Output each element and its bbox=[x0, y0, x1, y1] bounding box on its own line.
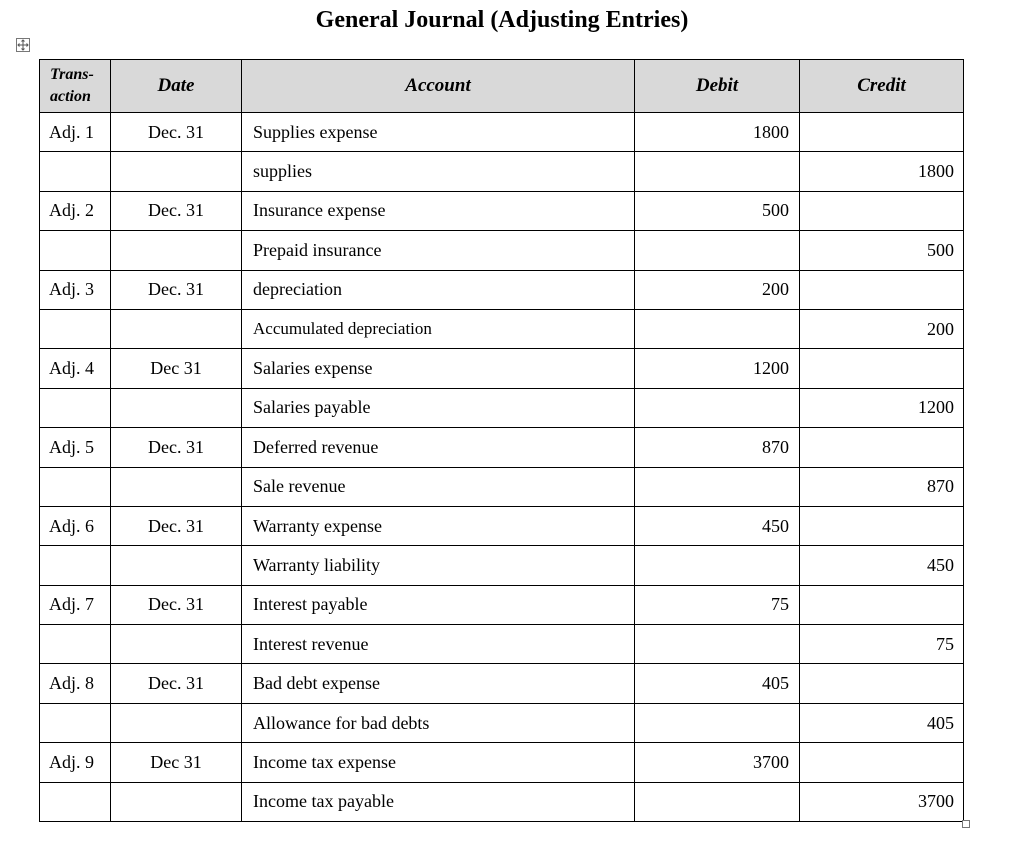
cell-date: Dec. 31 bbox=[111, 113, 242, 152]
cell-account: depreciation bbox=[242, 270, 635, 309]
cell-transaction bbox=[40, 546, 111, 585]
cell-account: Bad debt expense bbox=[242, 664, 635, 703]
cell-date: Dec 31 bbox=[111, 743, 242, 782]
cell-transaction: Adj. 6 bbox=[40, 506, 111, 545]
cell-date: Dec. 31 bbox=[111, 270, 242, 309]
cell-credit bbox=[800, 743, 964, 782]
cell-account: Warranty expense bbox=[242, 506, 635, 545]
cell-date bbox=[111, 467, 242, 506]
header-row bbox=[40, 60, 964, 113]
cell-date bbox=[111, 309, 242, 348]
page-title: General Journal (Adjusting Entries) bbox=[315, 7, 689, 33]
cell-account: Interest revenue bbox=[242, 625, 635, 664]
cell-credit bbox=[800, 113, 964, 152]
table-row bbox=[40, 309, 964, 348]
cell-debit bbox=[635, 625, 800, 664]
table-row bbox=[40, 349, 964, 388]
table-row bbox=[40, 388, 964, 427]
cell-debit: 405 bbox=[635, 664, 800, 703]
cell-transaction bbox=[40, 231, 111, 270]
cell-credit: 3700 bbox=[800, 782, 964, 821]
col-header-credit: Credit bbox=[800, 60, 964, 113]
cell-account: supplies bbox=[242, 152, 635, 191]
journal-table bbox=[39, 59, 964, 822]
cell-credit bbox=[800, 191, 964, 230]
table-row bbox=[40, 546, 964, 585]
cell-transaction: Adj. 9 bbox=[40, 743, 111, 782]
cell-account: Warranty liability bbox=[242, 546, 635, 585]
cell-account: Accumulated depreciation bbox=[242, 309, 635, 348]
col-header-transaction-line2: action bbox=[50, 88, 91, 105]
col-header-date: Date bbox=[111, 60, 242, 113]
cell-credit: 450 bbox=[800, 546, 964, 585]
cell-debit bbox=[635, 152, 800, 191]
table-move-handle-icon[interactable] bbox=[16, 38, 30, 52]
cell-account: Supplies expense bbox=[242, 113, 635, 152]
table-row bbox=[40, 270, 964, 309]
cell-debit: 1800 bbox=[635, 113, 800, 152]
cell-debit bbox=[635, 388, 800, 427]
cell-debit bbox=[635, 231, 800, 270]
cell-credit: 200 bbox=[800, 309, 964, 348]
cell-account: Income tax payable bbox=[242, 782, 635, 821]
cell-debit: 1200 bbox=[635, 349, 800, 388]
cell-transaction: Adj. 4 bbox=[40, 349, 111, 388]
cell-date bbox=[111, 231, 242, 270]
cell-debit: 500 bbox=[635, 191, 800, 230]
cell-account: Allowance for bad debts bbox=[242, 703, 635, 742]
cell-transaction bbox=[40, 703, 111, 742]
col-header-debit: Debit bbox=[635, 60, 800, 113]
cell-date: Dec. 31 bbox=[111, 428, 242, 467]
cell-account: Salaries payable bbox=[242, 388, 635, 427]
cell-credit bbox=[800, 428, 964, 467]
cell-account: Income tax expense bbox=[242, 743, 635, 782]
table-row bbox=[40, 506, 964, 545]
cell-transaction: Adj. 1 bbox=[40, 113, 111, 152]
cell-credit bbox=[800, 270, 964, 309]
table-row bbox=[40, 428, 964, 467]
cell-transaction bbox=[40, 625, 111, 664]
cell-debit bbox=[635, 546, 800, 585]
table-row bbox=[40, 782, 964, 821]
cell-transaction: Adj. 7 bbox=[40, 585, 111, 624]
cell-debit bbox=[635, 703, 800, 742]
cell-transaction bbox=[40, 467, 111, 506]
col-header-transaction-line1: Trans- bbox=[50, 66, 94, 83]
table-row bbox=[40, 467, 964, 506]
cell-account: Insurance expense bbox=[242, 191, 635, 230]
cell-account: Prepaid insurance bbox=[242, 231, 635, 270]
cell-date bbox=[111, 546, 242, 585]
cell-credit: 1200 bbox=[800, 388, 964, 427]
cell-account: Interest payable bbox=[242, 585, 635, 624]
cell-credit bbox=[800, 664, 964, 703]
cell-credit bbox=[800, 585, 964, 624]
cell-account: Salaries expense bbox=[242, 349, 635, 388]
table-row bbox=[40, 703, 964, 742]
cell-debit: 200 bbox=[635, 270, 800, 309]
cell-date bbox=[111, 388, 242, 427]
cell-debit: 75 bbox=[635, 585, 800, 624]
cell-date bbox=[111, 782, 242, 821]
table-row bbox=[40, 743, 964, 782]
col-header-transaction bbox=[40, 60, 111, 113]
table-row bbox=[40, 152, 964, 191]
table-row bbox=[40, 191, 964, 230]
cell-date: Dec. 31 bbox=[111, 585, 242, 624]
cell-credit: 75 bbox=[800, 625, 964, 664]
cell-debit bbox=[635, 467, 800, 506]
cell-credit: 500 bbox=[800, 231, 964, 270]
cell-transaction: Adj. 5 bbox=[40, 428, 111, 467]
col-header-account: Account bbox=[242, 60, 635, 113]
cell-credit bbox=[800, 506, 964, 545]
table-row bbox=[40, 231, 964, 270]
table-row bbox=[40, 585, 964, 624]
cell-debit bbox=[635, 782, 800, 821]
cell-account: Deferred revenue bbox=[242, 428, 635, 467]
cell-credit: 1800 bbox=[800, 152, 964, 191]
cell-date: Dec 31 bbox=[111, 349, 242, 388]
cell-credit: 870 bbox=[800, 467, 964, 506]
cell-transaction: Adj. 3 bbox=[40, 270, 111, 309]
cell-credit: 405 bbox=[800, 703, 964, 742]
cell-transaction bbox=[40, 309, 111, 348]
cell-credit bbox=[800, 349, 964, 388]
cell-transaction: Adj. 8 bbox=[40, 664, 111, 703]
table-row bbox=[40, 664, 964, 703]
cell-transaction bbox=[40, 388, 111, 427]
cell-debit: 3700 bbox=[635, 743, 800, 782]
cell-date bbox=[111, 625, 242, 664]
cell-transaction bbox=[40, 782, 111, 821]
cell-date bbox=[111, 152, 242, 191]
cell-date bbox=[111, 703, 242, 742]
cell-transaction bbox=[40, 152, 111, 191]
cell-date: Dec. 31 bbox=[111, 506, 242, 545]
cell-debit: 450 bbox=[635, 506, 800, 545]
table-row bbox=[40, 113, 964, 152]
cell-debit bbox=[635, 309, 800, 348]
table-resize-handle[interactable] bbox=[962, 820, 970, 828]
cell-debit: 870 bbox=[635, 428, 800, 467]
cell-transaction: Adj. 2 bbox=[40, 191, 111, 230]
cell-date: Dec. 31 bbox=[111, 664, 242, 703]
cell-date: Dec. 31 bbox=[111, 191, 242, 230]
cell-account: Sale revenue bbox=[242, 467, 635, 506]
table-row bbox=[40, 625, 964, 664]
